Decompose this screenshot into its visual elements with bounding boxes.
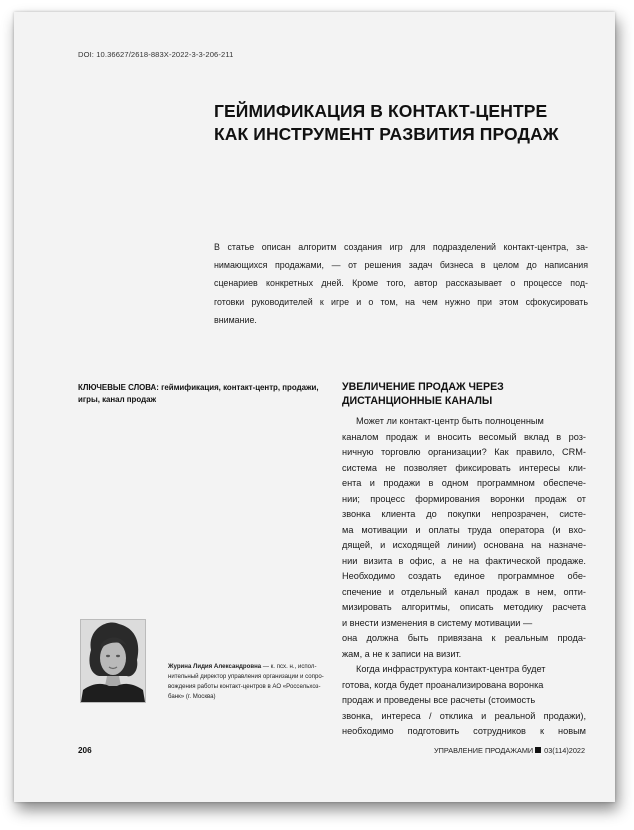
journal-page [14, 12, 615, 802]
body-line: и внести изменения в систему мотивации — [342, 617, 533, 628]
section-heading [342, 381, 602, 408]
body-line: продаж и проведены все расчеты (стоимость [342, 695, 536, 705]
body-line: необходимо подготовить сотрудников к новым [342, 726, 586, 736]
journal-name: УПРАВЛЕНИЕ ПРОДАЖАМИ [433, 746, 534, 755]
body-line: каналом продаж и вносить весомый вклад в роз- [342, 431, 586, 442]
abstract-line: готовки руководителей к игре и о том, на чем нужно при этом сфокусировать [214, 296, 588, 307]
author-portrait-image [81, 620, 145, 702]
body-line: дящей, и исходящей линии) основана на назначе- [342, 540, 586, 550]
keywords-line: КЛЮЧЕВЫЕ СЛОВА: геймификация, контакт-центр, продажи, [78, 383, 319, 392]
square-separator-icon [535, 747, 541, 753]
body-line: звонка, интереса / отклика и реальной продажи), [342, 710, 586, 721]
journal-footer [434, 746, 585, 755]
section-heading-line: УВЕЛИЧЕНИЕ ПРОДАЖ ЧЕРЕЗ [342, 381, 504, 393]
article-title [214, 100, 594, 146]
body-line: ничную торговлю организации? Как правило, CRM- [342, 447, 586, 457]
body-line: спечение и отдельный канал продаж в нем, опти- [342, 586, 586, 597]
body-line: готова, когда будет проанализирована воронка [342, 679, 544, 690]
author-photo [80, 619, 146, 703]
title-line: КАК ИНСТРУМЕНТ РАЗВИТИЯ ПРОДАЖ [214, 124, 559, 144]
page-number: 206 [78, 746, 92, 755]
body-line: ента и продажи в одном программном обеспече- [342, 478, 586, 488]
body-line: Когда инфраструктура контакт-центра будет [356, 664, 546, 674]
author-caption [168, 662, 328, 702]
body-line: звонка клиента до покупки непрозрачен, систе- [342, 509, 586, 519]
author-caption-line [168, 662, 328, 672]
abstract-line: нимающихся продажами, — от решения задач бизнеса в целом до написания [214, 260, 588, 271]
body-line: система не позволяет фиксировать интересы кли- [342, 462, 586, 473]
abstract-line: сценариев конкретных дней. Кроме того, автор рассказывает о процессе под- [214, 278, 588, 289]
section-heading-line: ДИСТАНЦИОННЫЕ КАНАЛЫ [342, 394, 493, 407]
journal-issue: 03(114)2022 [544, 746, 585, 755]
author-caption-line: нительный директор управления организации и сопро- [168, 673, 324, 680]
author-caption-line: вождения работы контакт-центров в АО «Россельхоз- [168, 683, 321, 690]
body-line: ма мотивации и оплаты труда оператора (и вхо- [342, 524, 586, 535]
body-line: нии визита в офис, а не на фактической продаже. [342, 555, 586, 566]
abstract-line: В статье описан алгоритм создания игр для подразделений контакт-центра, за- [214, 242, 588, 252]
abstract [214, 238, 588, 329]
title-line: ГЕЙМИФИКАЦИЯ В КОНТАКТ-ЦЕНТРЕ [214, 101, 548, 121]
body-text [342, 414, 586, 740]
body-line: жам, а не к записи на визит. [342, 648, 462, 659]
author-caption-line: банк» (г. Москва) [168, 693, 216, 700]
body-line: мизировать алгоритмы, описать методику расчета [342, 602, 586, 612]
body-line: Необходимо создать единое программное обе- [342, 571, 586, 581]
abstract-line: внимание. [214, 314, 257, 325]
doi-line: DOI: 10.36627/2618-883X-2022-3-3-206-211 [78, 50, 234, 59]
keywords [78, 382, 318, 406]
author-caption-text: — к. псх. н., испол- [261, 663, 317, 670]
body-line: Может ли контакт-центр быть полноценным [356, 416, 544, 426]
body-line: она должна быть привязана к реальным прода- [342, 633, 586, 643]
author-name: Журина Лидия Александровна [168, 663, 262, 670]
body-line: нии; процесс формирования воронки продаж от [342, 493, 586, 504]
keywords-line: игры, канал продаж [78, 395, 157, 404]
